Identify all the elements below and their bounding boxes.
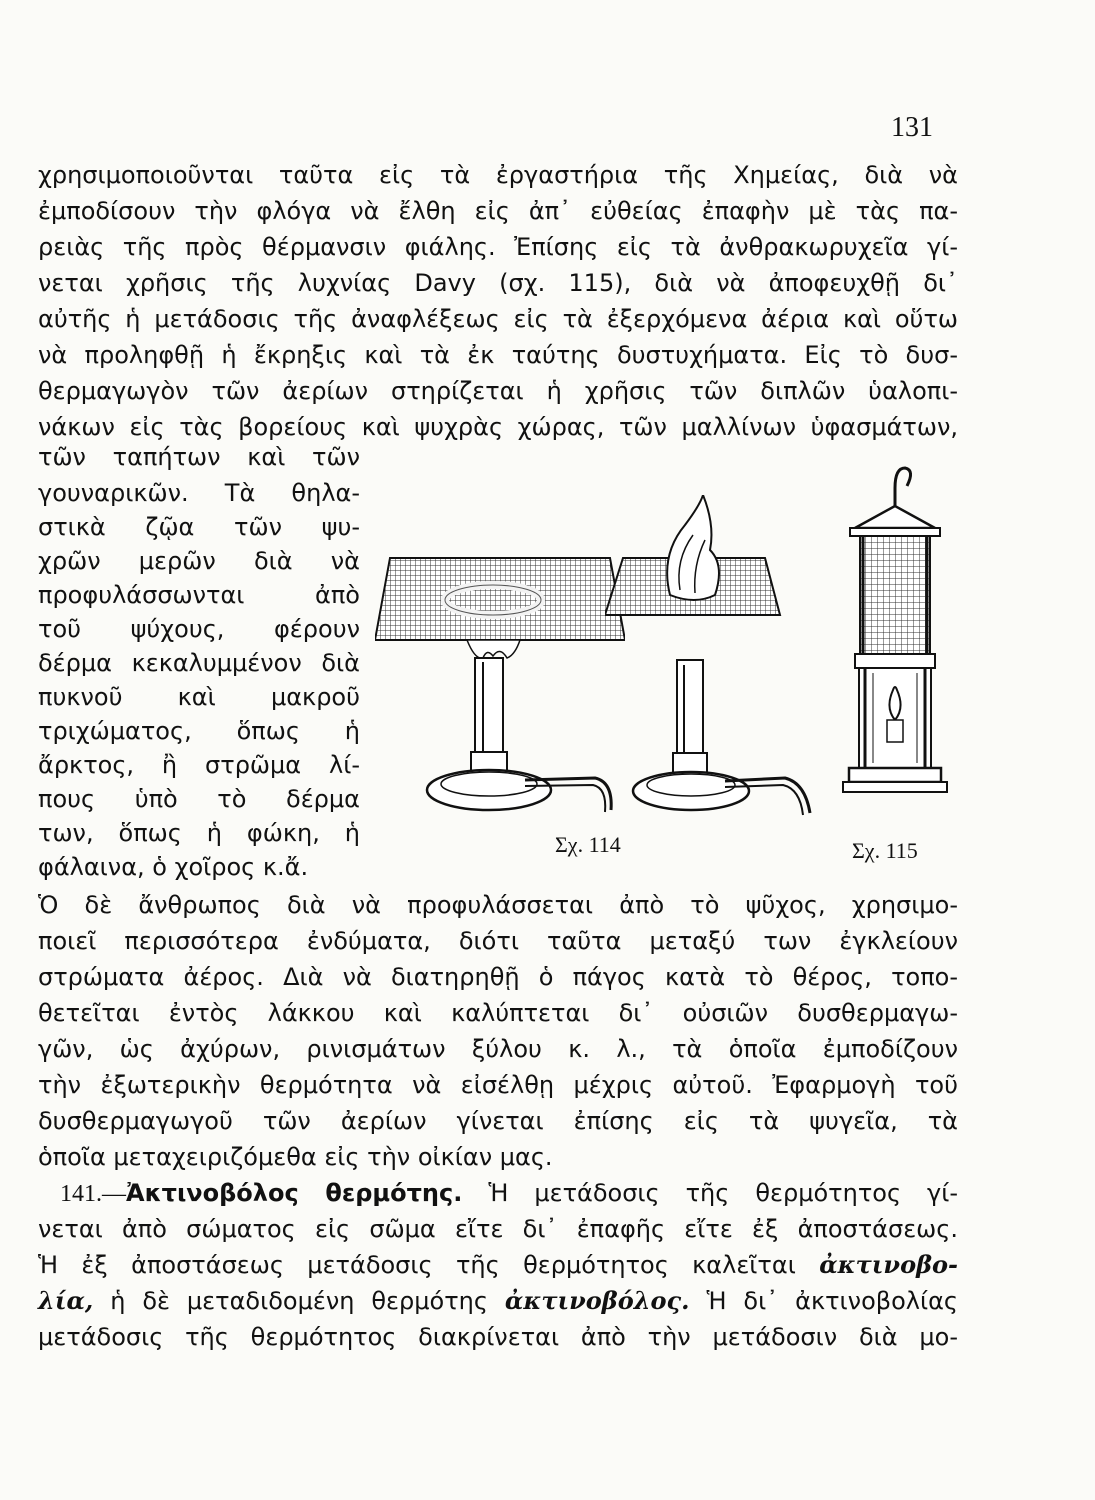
side-text-line: τριχώματος, ὅπως ἡ (38, 717, 360, 745)
figure-115-caption: Σχ. 115 (852, 838, 918, 863)
text-line: θετεῖται ἐντὸς λάκκου καὶ καλύπτεται δι᾽ οὐσιῶν δυσθερμαγω- (38, 999, 958, 1027)
side-text-line: τῶν ταπήτων καὶ τῶν (38, 443, 360, 471)
section-line-start: Ἡ ἐξ ἀποστάσεως μετάδοσις τῆς θερμότητος καλεῖται (38, 1251, 796, 1279)
text-line: ρειὰς τῆς πρὸς θέρμανσιν φιάλης. Ἐπίσης εἰς τὰ ἀνθρακωρυχεῖα γί- (38, 233, 958, 261)
text-line: ὁποῖα μεταχειριζόμεθα εἰς τὴν οἰκίαν μας. (38, 1143, 553, 1171)
side-text-line: γουναρικῶν. Τὰ θηλα- (38, 479, 360, 507)
side-text-line: χρῶν μερῶν διὰ νὰ (38, 547, 360, 575)
text-line: τὴν ἐξωτερικὴν θερμότητα νὰ εἰσέλθῃ μέχρις αὐτοῦ. Ἐφαρμογὴ τοῦ (38, 1071, 958, 1099)
side-text-line: των, ὅπως ἡ φώκη, ἡ (38, 819, 360, 847)
text-line: νὰ προληφθῇ ἡ ἔκρηξις καὶ τὰ ἐκ ταύτης δυστυχήματα. Εἰς τὸ δυσ- (38, 341, 958, 369)
section-line-rest: Ἡ μετάδοσις τῆς θερμότητος γί- (488, 1179, 958, 1207)
section-text-line: μετάδοσις τῆς θερμότητος διακρίνεται ἀπὸ τὴν μετάδοσιν διὰ μο- (38, 1323, 958, 1351)
side-text-line: προφυλάσσωνται ἀπὸ (38, 581, 360, 609)
side-text-line: τοῦ ψύχους, φέρουν (38, 615, 360, 643)
side-text-line: δέρμα κεκαλυμμένον διὰ (38, 649, 360, 677)
text-line: νάκων εἰς τὰς βορείους καὶ ψυχρὰς χώρας, τῶν μαλλίνων ὑφασμάτων, (38, 413, 958, 441)
section-line-mid: ἡ δὲ μεταδιδομένη θερμότης (110, 1287, 488, 1315)
figure-114-illustration (375, 490, 625, 830)
text-line: χρησιμοποιοῦνται ταῦτα εἰς τὰ ἐργαστήρια τῆς Χημείας, διὰ νὰ (38, 161, 958, 189)
text-line: δυσθερμαγωγοῦ τῶν ἀερίων γίνεται ἐπίσης εἰς τὰ ψυγεῖα, τὰ (38, 1107, 958, 1135)
term-radiation-part1: ἀκτινοβο- (819, 1250, 958, 1279)
side-text-line: πυκνοῦ καὶ μακροῦ (38, 683, 360, 711)
side-text-line: στικὰ ζῷα τῶν ψυ- (38, 513, 360, 541)
section-line-end: Ἡ δι᾽ ἀκτινοβολίας (706, 1287, 958, 1315)
term-radiation-part2: λία, (38, 1286, 94, 1315)
figure-114-caption: Σχ. 114 (555, 832, 621, 857)
text-line: ποιεῖ περισσότερα ἐνδύματα, διότι ταῦτα μεταξύ των ἐγκλείουν (38, 927, 958, 955)
side-text-line: πους ὑπὸ τὸ δέρμα (38, 785, 360, 813)
text-line: ἐμποδίσουν τὴν φλόγα νὰ ἔλθη εἰς ἀπ᾽ εὐθείας ἐπαφὴν μὲ τὰς πα- (38, 197, 958, 225)
text-line: αὐτῆς ἡ μετάδοσις τῆς ἀναφλέξεως εἰς τὰ ἐξερχόμενα ἀέρια καὶ οὕτω (38, 305, 958, 333)
section-first-line (38, 1178, 958, 1209)
side-text-line: ἄρκτος, ἢ στρῶμα λί- (38, 751, 360, 779)
figure-115-davy-lamp (835, 458, 955, 818)
side-text-line: φάλαινα, ὁ χοῖρος κ.ἄ. (38, 853, 309, 881)
text-line: στρώματα ἀέρος. Διὰ νὰ διατηρηθῇ ὁ πάγος κατὰ τὸ θέρος, τοπο- (38, 963, 958, 991)
term-radiant: ἀκτινοβόλος. (504, 1286, 690, 1315)
figure-114-second-burner (605, 495, 820, 830)
text-line: θερμαγωγὸν τῶν ἀερίων στηρίζεται ἡ χρῆσις τῶν διπλῶν ὑαλοπι- (38, 377, 958, 405)
section-number: 141.— (60, 1181, 126, 1207)
text-line: νεται χρῆσις τῆς λυχνίας Davy (σχ. 115), διὰ νὰ ἀποφευχθῇ δι᾽ (38, 269, 958, 297)
section-text-line: νεται ἀπὸ σώματος εἰς σῶμα εἴτε δι᾽ ἐπαφῆς εἴτε ἐξ ἀποστάσεως. (38, 1215, 958, 1243)
page-number: 131 (891, 112, 933, 143)
section-text-line (38, 1286, 958, 1316)
section-title: Ἀκτινοβόλος θερμότης. (126, 1179, 463, 1207)
section-text-line (38, 1250, 958, 1280)
text-line: Ὁ δὲ ἄνθρωπος διὰ νὰ προφυλάσσεται ἀπὸ τὸ ψῦχος, χρησιμο- (38, 891, 958, 919)
text-line: γῶν, ὡς ἀχύρων, ρινισμάτων ξύλου κ. λ., τὰ ὁποῖα ἐμποδίζουν (38, 1035, 958, 1063)
